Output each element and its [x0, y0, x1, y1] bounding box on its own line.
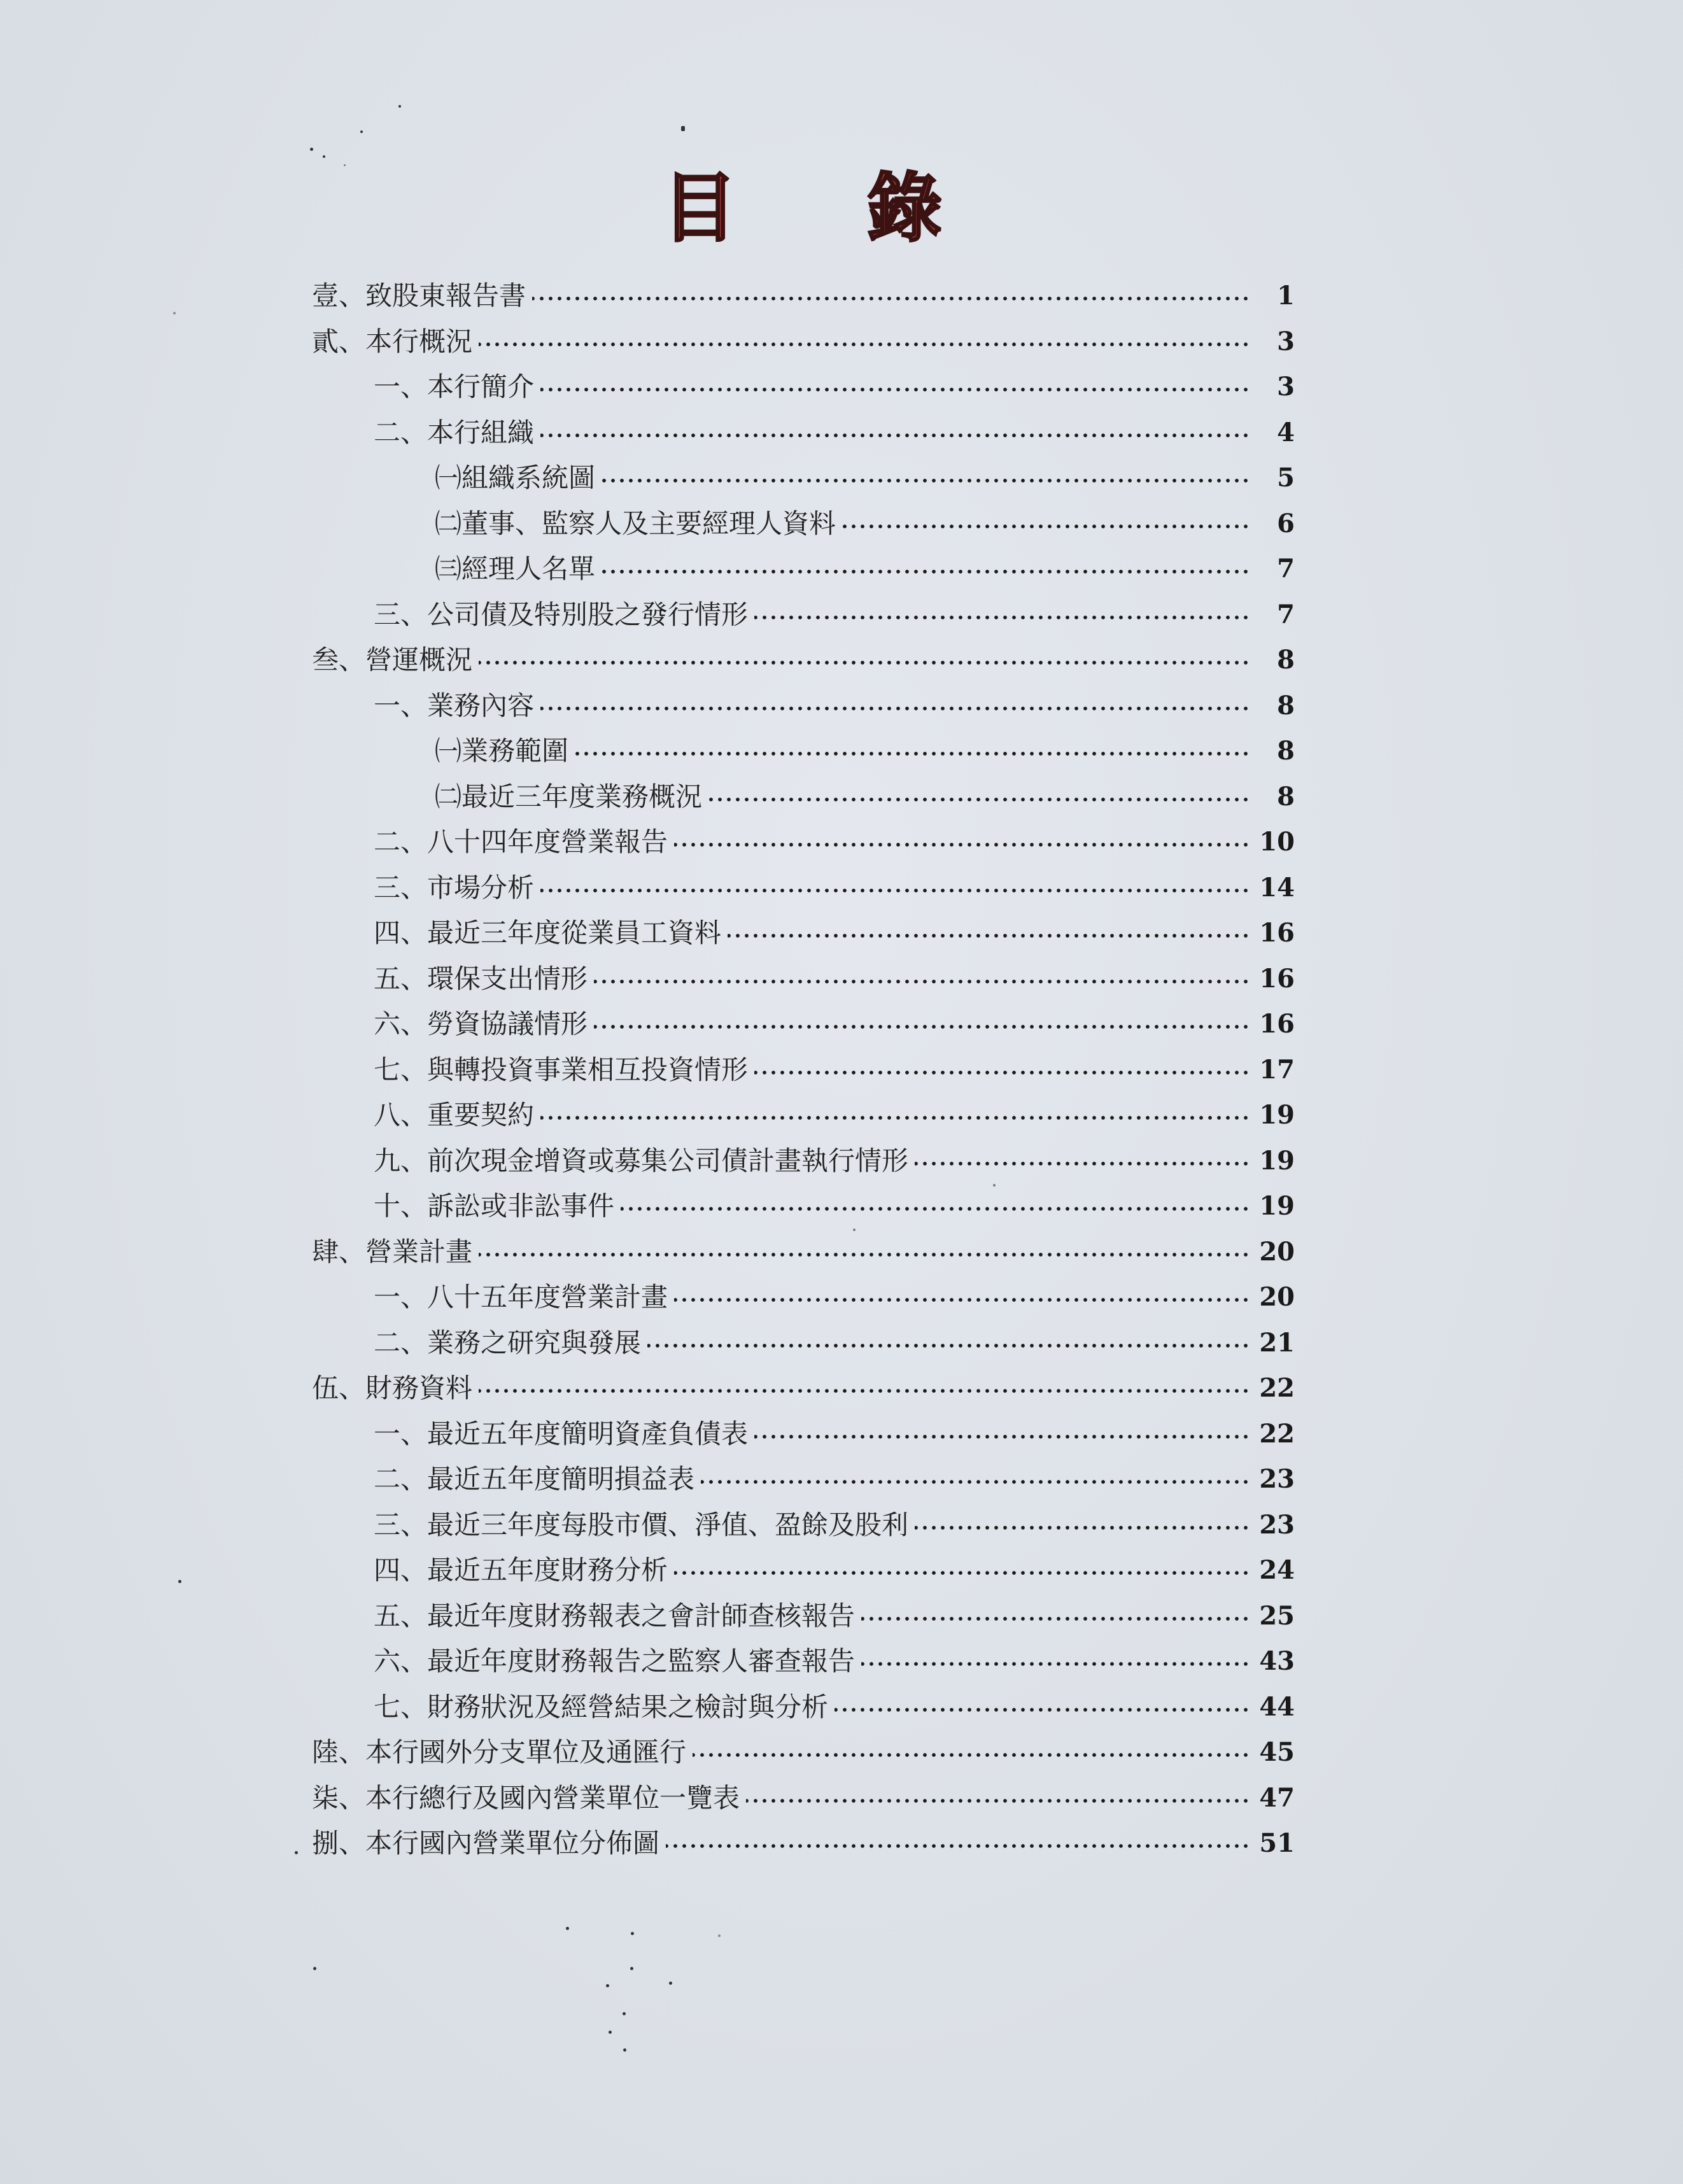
toc-entry-label: 七、與轉投資事業相互投資情形: [374, 1053, 749, 1085]
toc-entry[interactable]: [0, 1142, 1683, 1180]
toc-entry-label: ㈡董事、監察人及主要經理人資料: [435, 507, 836, 539]
toc-entry-label: 六、勞資協議情形: [374, 1008, 588, 1039]
toc-entry[interactable]: [0, 960, 1683, 998]
toc-entry[interactable]: [0, 1187, 1683, 1225]
toc-entry-page-number: 8: [1277, 690, 1295, 721]
dot-leader: [666, 1843, 1250, 1849]
toc-entry[interactable]: [0, 732, 1683, 770]
dot-leader: [540, 433, 1250, 438]
toc-entry-page-number: 20: [1259, 1236, 1295, 1267]
toc-entry-label: 陸、本行國外分支單位及通匯行: [312, 1737, 687, 1768]
toc-entry[interactable]: [0, 1233, 1683, 1271]
toc-entry[interactable]: [0, 1688, 1683, 1726]
toc-entry-page-number: 44: [1259, 1691, 1295, 1722]
page-title-char-2: 錄: [866, 164, 942, 252]
toc-entry-label: 三、公司債及特別股之發行情形: [374, 598, 749, 630]
dot-leader: [861, 1661, 1250, 1666]
toc-entry-label: 二、本行組織: [374, 416, 535, 448]
toc-entry-label: 五、最近年度財務報表之會計師查核報告: [374, 1600, 856, 1631]
toc-entry-page-number: 4: [1277, 417, 1295, 447]
toc-entry[interactable]: [0, 1733, 1683, 1772]
toc-entry-label: 二、八十四年度營業報告: [374, 826, 668, 857]
toc-entry-page-number: 17: [1259, 1054, 1295, 1085]
toc-entry[interactable]: [0, 687, 1683, 725]
dot-leader: [594, 1024, 1250, 1029]
dot-leader: [674, 1570, 1250, 1575]
toc-entry[interactable]: [0, 823, 1683, 861]
toc-entry[interactable]: [0, 1324, 1683, 1362]
toc-entry-page-number: 20: [1259, 1282, 1295, 1312]
toc-entry-page-number: 7: [1277, 554, 1295, 584]
dot-leader: [532, 296, 1250, 301]
dot-leader: [915, 1161, 1250, 1166]
dot-leader: [754, 615, 1250, 620]
toc-entry-label: ㈢經理人名單: [435, 553, 596, 584]
toc-entry-label: 三、市場分析: [374, 871, 535, 903]
toc-entry-label: 一、八十五年度營業計畫: [374, 1281, 668, 1313]
dot-leader: [861, 1616, 1250, 1621]
toc-entry[interactable]: [0, 505, 1683, 543]
dot-leader: [674, 1297, 1250, 1302]
dot-leader: [594, 979, 1250, 984]
toc-entry-page-number: 7: [1277, 599, 1295, 630]
toc-entry-page-number: 10: [1259, 827, 1295, 857]
toc-entry[interactable]: [0, 1278, 1683, 1316]
toc-entry[interactable]: [0, 1005, 1683, 1043]
toc-entry[interactable]: [0, 459, 1683, 497]
toc-entry-page-number: 1: [1277, 281, 1295, 311]
toc-entry[interactable]: [0, 1051, 1683, 1089]
toc-entry-label: 九、前次現金增資或募集公司債計畫執行情形: [374, 1145, 909, 1176]
toc-entry-page-number: 16: [1259, 963, 1295, 994]
dot-leader: [754, 1070, 1250, 1075]
toc-entry-page-number: 24: [1259, 1555, 1295, 1585]
dot-leader: [479, 1252, 1250, 1257]
toc-entry-page-number: 25: [1259, 1600, 1295, 1631]
dot-leader: [746, 1798, 1250, 1803]
dot-leader: [540, 706, 1250, 711]
toc-entry-page-number: 8: [1277, 645, 1295, 675]
dot-leader: [834, 1707, 1250, 1712]
dot-leader: [693, 1752, 1250, 1758]
toc-entry-page-number: 8: [1277, 736, 1295, 766]
toc-entry-label: 一、最近五年度簡明資產負債表: [374, 1418, 749, 1449]
page-title: [662, 164, 942, 252]
toc-entry-page-number: 19: [1259, 1100, 1295, 1130]
toc-entry[interactable]: [0, 1642, 1683, 1680]
toc-entry-label: 六、最近年度財務報告之監察人審查報告: [374, 1645, 856, 1677]
toc-entry-label: 八、重要契約: [374, 1099, 535, 1131]
dot-leader: [647, 1343, 1250, 1348]
toc-entry-label: 一、本行簡介: [374, 371, 535, 402]
dot-leader: [621, 1206, 1250, 1211]
toc-entry[interactable]: [0, 914, 1683, 952]
toc-entry-label: 壹、致股東報告書: [312, 280, 526, 311]
toc-entry-label: 五、環保支出情形: [374, 962, 588, 994]
dot-leader: [540, 387, 1250, 392]
dot-leader: [602, 478, 1250, 483]
dot-leader: [754, 1434, 1250, 1439]
dot-leader: [540, 888, 1250, 893]
toc-entry[interactable]: [0, 1369, 1683, 1407]
toc-entry-page-number: 16: [1259, 1009, 1295, 1039]
toc-entry-label: 七、財務狀況及經營結果之檢討與分析: [374, 1691, 829, 1723]
toc-entry-label: ㈠業務範圍: [435, 735, 569, 766]
toc-entry[interactable]: [0, 368, 1683, 406]
toc-entry-label: 叁、營運概況: [312, 644, 473, 675]
toc-entry-label: ㈠組織系統圖: [435, 462, 596, 493]
toc-entry[interactable]: [0, 1779, 1683, 1817]
toc-entry-page-number: 16: [1259, 918, 1295, 948]
dot-leader: [674, 842, 1250, 847]
toc-entry-page-number: 14: [1259, 872, 1295, 903]
toc-entry-label: 一、業務內容: [374, 689, 535, 721]
toc-entry[interactable]: [0, 1597, 1683, 1635]
toc-entry[interactable]: [0, 277, 1683, 315]
toc-entry-label: 三、最近三年度每股市價、淨值、盈餘及股利: [374, 1509, 909, 1540]
toc-entry[interactable]: [0, 641, 1683, 679]
toc-entry[interactable]: [0, 1824, 1683, 1863]
dot-leader: [479, 342, 1250, 347]
toc-entry-page-number: 3: [1277, 372, 1295, 402]
dot-leader: [479, 1388, 1250, 1393]
dot-leader: [842, 524, 1250, 529]
toc-entry-label: 捌、本行國內營業單位分佈圖: [312, 1828, 660, 1859]
toc-entry-page-number: 47: [1259, 1782, 1295, 1813]
toc-entry-page-number: 45: [1259, 1737, 1295, 1767]
toc-entry-page-number: 23: [1259, 1464, 1295, 1494]
toc-entry-page-number: 22: [1259, 1373, 1295, 1403]
toc-entry-page-number: 22: [1259, 1418, 1295, 1449]
toc-entry-label: 貳、本行概況: [312, 325, 473, 357]
toc-entry-page-number: 23: [1259, 1509, 1295, 1540]
toc-entry-label: 四、最近三年度從業員工資料: [374, 917, 722, 948]
toc-entry-page-number: 3: [1277, 326, 1295, 356]
toc-entry[interactable]: [0, 1415, 1683, 1453]
page-title-char-1: 目: [662, 164, 738, 252]
toc-entry-page-number: 21: [1259, 1327, 1295, 1358]
dot-leader: [728, 933, 1250, 938]
toc-entry[interactable]: [0, 869, 1683, 907]
dot-leader: [708, 797, 1250, 802]
dot-leader: [602, 569, 1250, 574]
dot-leader: [575, 751, 1250, 756]
toc-entry[interactable]: [0, 550, 1683, 588]
toc-entry[interactable]: [0, 1096, 1683, 1134]
toc-entry[interactable]: [0, 323, 1683, 361]
toc-entry-label: 柒、本行總行及國內營業單位一覽表: [312, 1782, 740, 1814]
toc-entry-label: 十、訴訟或非訟事件: [374, 1190, 615, 1222]
dot-leader: [701, 1479, 1250, 1484]
dot-leader: [479, 660, 1250, 665]
toc-entry[interactable]: [0, 778, 1683, 816]
toc-entry-page-number: 8: [1277, 781, 1295, 812]
toc-entry-label: 二、業務之研究與發展: [374, 1327, 642, 1358]
toc-entry-label: 二、最近五年度簡明損益表: [374, 1463, 695, 1495]
toc-entry-label: ㈡最近三年度業務概況: [435, 780, 703, 812]
toc-entry-page-number: 43: [1259, 1646, 1295, 1676]
toc-entry[interactable]: [0, 596, 1683, 634]
toc-entry-label: 伍、財務資料: [312, 1372, 473, 1404]
toc-entry[interactable]: [0, 1506, 1683, 1544]
toc-entry-page-number: 6: [1277, 508, 1295, 539]
dot-leader: [915, 1525, 1250, 1530]
toc-entry-page-number: 19: [1259, 1191, 1295, 1221]
toc-entry-label: 四、最近五年度財務分析: [374, 1554, 668, 1586]
toc-entry-page-number: 51: [1259, 1828, 1295, 1858]
dot-leader: [540, 1115, 1250, 1120]
toc-entry[interactable]: [0, 1460, 1683, 1498]
toc-entry[interactable]: [0, 1551, 1683, 1589]
toc-entry-page-number: 19: [1259, 1145, 1295, 1176]
toc-entry[interactable]: [0, 414, 1683, 452]
toc-entry-label: 肆、營業計畫: [312, 1236, 473, 1267]
toc-entry-page-number: 5: [1277, 463, 1295, 493]
